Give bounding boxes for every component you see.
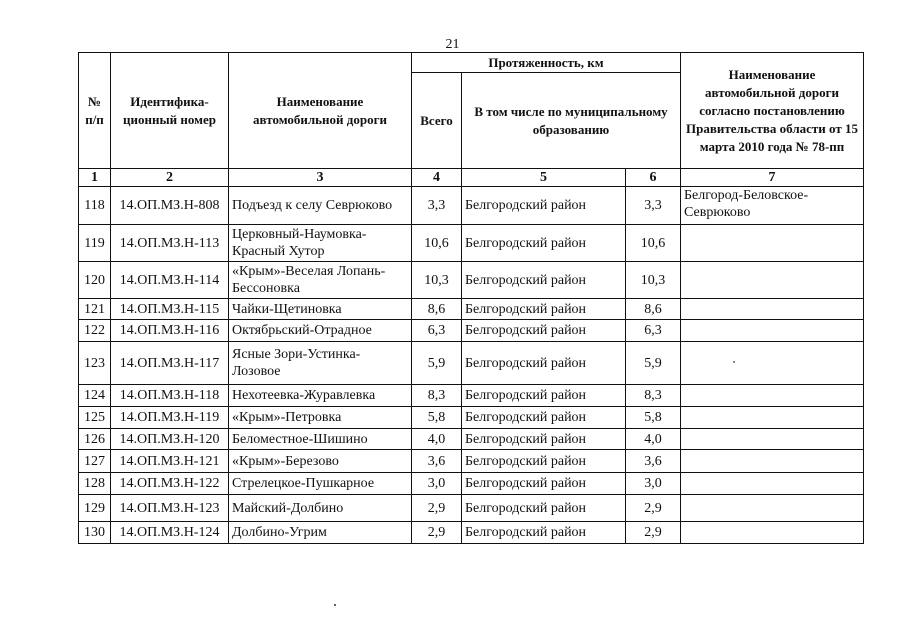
row-total-km: 4,0 (412, 429, 462, 450)
row-municipal-km: 5,9 (626, 342, 681, 385)
row-municipality: Белгородский район (462, 299, 626, 320)
row-road-name: Ясные Зори-Устинка-Лозовое (229, 342, 412, 385)
row-official-name (681, 342, 864, 385)
row-number: 118 (79, 187, 111, 225)
row-municipal-km: 8,6 (626, 299, 681, 320)
row-official-name (681, 385, 864, 407)
row-road-name: Беломестное-Шишино (229, 429, 412, 450)
table-row (79, 320, 864, 342)
row-municipal-km: 5,8 (626, 407, 681, 429)
row-municipal-km: 4,0 (626, 429, 681, 450)
row-total-km: 5,8 (412, 407, 462, 429)
row-road-name: Подъезд к селу Севрюково (229, 187, 412, 225)
table-row (79, 450, 864, 473)
header-total: Всего (412, 73, 462, 169)
table-row (79, 299, 864, 320)
header-length-group: Протяженность, км (412, 53, 681, 73)
row-total-km: 3,3 (412, 187, 462, 225)
row-number: 125 (79, 407, 111, 429)
row-road-name: «Крым»-Березово (229, 450, 412, 473)
row-identifier: 14.ОП.МЗ.Н-808 (111, 187, 229, 225)
row-identifier: 14.ОП.МЗ.Н-119 (111, 407, 229, 429)
row-number: 124 (79, 385, 111, 407)
row-road-name: Чайки-Щетиновка (229, 299, 412, 320)
row-total-km: 3,6 (412, 450, 462, 473)
row-number: 126 (79, 429, 111, 450)
row-total-km: 2,9 (412, 495, 462, 522)
row-road-name: Нехотеевка-Журавлевка (229, 385, 412, 407)
row-official-name (681, 320, 864, 342)
page-number: 21 (445, 37, 460, 52)
row-official-name (681, 522, 864, 544)
column-number: 4 (412, 169, 462, 187)
column-number: 5 (462, 169, 626, 187)
row-municipal-km: 10,3 (626, 262, 681, 299)
row-official-name (681, 262, 864, 299)
row-total-km: 2,9 (412, 522, 462, 544)
roads-table (78, 52, 864, 544)
row-number: 123 (79, 342, 111, 385)
header-number: № п/п (79, 53, 111, 169)
row-official-name (681, 473, 864, 495)
row-road-name: «Крым»-Петровка (229, 407, 412, 429)
row-road-name: Долбино-Угрим (229, 522, 412, 544)
row-number: 120 (79, 262, 111, 299)
row-municipal-km: 3,0 (626, 473, 681, 495)
row-official-name (681, 450, 864, 473)
row-municipality: Белгородский район (462, 187, 626, 225)
header-identifier: Идентифика-ционный номер (111, 53, 229, 169)
row-number: 122 (79, 320, 111, 342)
table-row (79, 385, 864, 407)
row-municipality: Белгородский район (462, 320, 626, 342)
table-row (79, 429, 864, 450)
row-municipality: Белгородский район (462, 522, 626, 544)
row-road-name: Церковный-Наумовка-Красный Хутор (229, 225, 412, 262)
row-identifier: 14.ОП.МЗ.Н-116 (111, 320, 229, 342)
row-identifier: 14.ОП.МЗ.Н-121 (111, 450, 229, 473)
row-municipality: Белгородский район (462, 429, 626, 450)
row-municipal-km: 3,3 (626, 187, 681, 225)
row-municipality: Белгородский район (462, 495, 626, 522)
row-municipal-km: 8,3 (626, 385, 681, 407)
row-total-km: 6,3 (412, 320, 462, 342)
row-official-name (681, 225, 864, 262)
table-row (79, 342, 864, 385)
row-official-name (681, 495, 864, 522)
row-total-km: 10,3 (412, 262, 462, 299)
row-municipality: Белгородский район (462, 225, 626, 262)
header-municipal: В том числе по муниципальному образованию (462, 73, 681, 169)
table-row (79, 225, 864, 262)
scan-speck (334, 604, 336, 606)
column-number: 3 (229, 169, 412, 187)
row-municipality: Белгородский район (462, 407, 626, 429)
row-number: 127 (79, 450, 111, 473)
row-municipality: Белгородский район (462, 262, 626, 299)
row-total-km: 5,9 (412, 342, 462, 385)
table-row (79, 262, 864, 299)
row-identifier: 14.ОП.МЗ.Н-113 (111, 225, 229, 262)
row-identifier: 14.ОП.МЗ.Н-123 (111, 495, 229, 522)
row-number: 121 (79, 299, 111, 320)
header-road-name: Наименование автомобильной дороги (229, 53, 412, 169)
row-municipality: Белгородский район (462, 473, 626, 495)
table-row (79, 473, 864, 495)
row-total-km: 8,3 (412, 385, 462, 407)
row-identifier: 14.ОП.МЗ.Н-120 (111, 429, 229, 450)
row-identifier: 14.ОП.МЗ.Н-122 (111, 473, 229, 495)
row-total-km: 8,6 (412, 299, 462, 320)
row-number: 128 (79, 473, 111, 495)
table-row (79, 522, 864, 544)
row-identifier: 14.ОП.МЗ.Н-114 (111, 262, 229, 299)
row-municipal-km: 2,9 (626, 522, 681, 544)
row-road-name: Стрелецкое-Пушкарное (229, 473, 412, 495)
row-road-name: Октябрьский-Отрадное (229, 320, 412, 342)
row-municipality: Белгородский район (462, 450, 626, 473)
row-official-name (681, 299, 864, 320)
row-identifier: 14.ОП.МЗ.Н-117 (111, 342, 229, 385)
row-number: 129 (79, 495, 111, 522)
column-number: 7 (681, 169, 864, 187)
row-identifier: 14.ОП.МЗ.Н-118 (111, 385, 229, 407)
row-total-km: 10,6 (412, 225, 462, 262)
row-municipal-km: 2,9 (626, 495, 681, 522)
row-municipal-km: 6,3 (626, 320, 681, 342)
row-total-km: 3,0 (412, 473, 462, 495)
column-number: 2 (111, 169, 229, 187)
row-municipality: Белгородский район (462, 385, 626, 407)
row-number: 130 (79, 522, 111, 544)
row-number: 119 (79, 225, 111, 262)
table-row (79, 407, 864, 429)
row-municipal-km: 3,6 (626, 450, 681, 473)
column-number: 6 (626, 169, 681, 187)
header-official-name: Наименование автомобильной дороги согласно постановлению Правительства области от 15 марта 2010 года № 78-пп (681, 53, 864, 169)
column-number: 1 (79, 169, 111, 187)
row-identifier: 14.ОП.МЗ.Н-115 (111, 299, 229, 320)
row-road-name: «Крым»-Веселая Лопань-Бессоновка (229, 262, 412, 299)
row-official-name (681, 429, 864, 450)
row-identifier: 14.ОП.МЗ.Н-124 (111, 522, 229, 544)
row-official-name: Белгород-Беловское-Севрюково (681, 187, 864, 225)
row-road-name: Майский-Долбино (229, 495, 412, 522)
row-official-name (681, 407, 864, 429)
row-municipal-km: 10,6 (626, 225, 681, 262)
scan-speck (733, 361, 735, 363)
table-row (79, 495, 864, 522)
row-municipality: Белгородский район (462, 342, 626, 385)
table-row (79, 187, 864, 225)
column-number-row (79, 169, 864, 187)
